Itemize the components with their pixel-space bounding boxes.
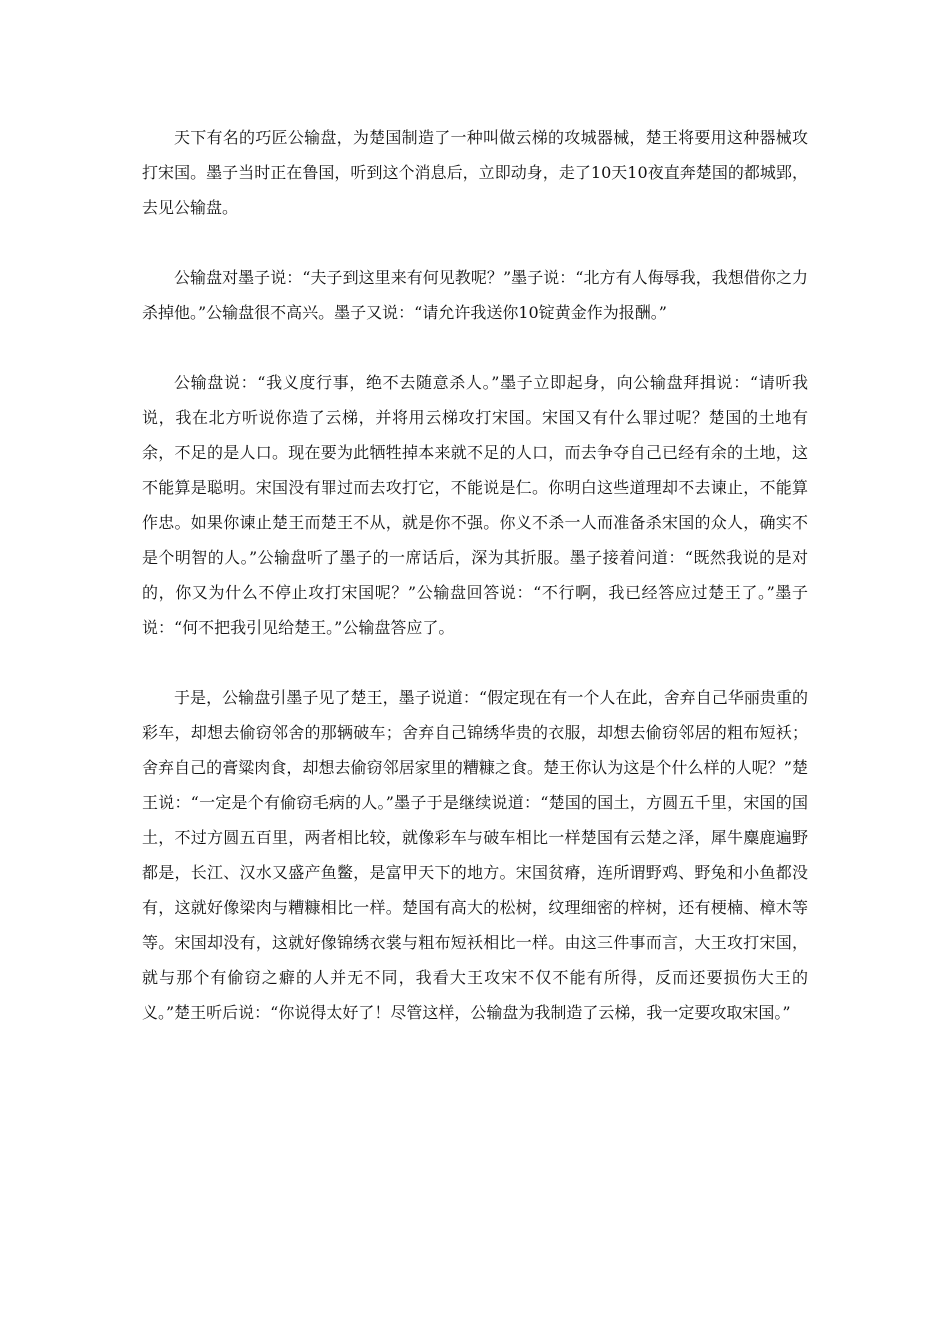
paragraph-1: 天下有名的巧匠公输盘，为楚国制造了一种叫做云梯的攻城器械，楚王将要用这种器械攻打宋国。墨子当时正在鲁国，听到这个消息后，立即动身，走了10天10夜直奔楚国的都城郢，去见公输盘。: [142, 128, 808, 217]
paragraph-3: 公输盘说：“我义度行事，绝不去随意杀人。”墨子立即起身，向公输盘拜揖说：“请听我说，我在北方听说你造了云梯，并将用云梯攻打宋国。宋国又有什么罪过呢？楚国的土地有余，不足的是人口。现在要为此牺牲掉本来就不足的人口，而去争夺自己已经有余的土地，这不能算是聪明。宋国没有罪过而去攻打它，不能说是仁。你明白这些道理却不去谏止，不能算作忠。如果你谏止楚王而楚王不从，就是你不强。你义不杀一人而准备杀宋国的众人，确实不是个明智的人。”公输盘听了墨子的一席话后，深为其折服。墨子接着问道：“既然我说的是对的，你又为什么不停止攻打宋国呢？”公输盘回答说：“不行啊，我已经答应过楚王了。”墨子说：“何不把我引见给楚王。”公输盘答应了。: [142, 373, 808, 637]
document-body: [142, 120, 808, 1030]
paragraph-4: 于是，公输盘引墨子见了楚王，墨子说道：“假定现在有一个人在此，舍弃自己华丽贵重的彩车，却想去偷窃邻舍的那辆破车；舍弃自己锦绣华贵的衣服，却想去偷窃邻居的粗布短袄；舍弃自己的膏粱肉食，却想去偷窃邻居家里的糟糠之食。楚王你认为这是个什么样的人呢？”楚王说：“一定是个有偷窃毛病的人。”墨子于是继续说道：“楚国的国土，方圆五千里，宋国的国土，不过方圆五百里，两者相比较，就像彩车与破车相比一样楚国有云楚之泽，犀牛麋鹿遍野都是，长江、汉水又盛产鱼鳖，是富甲天下的地方。宋国贫瘠，连所谓野鸡、野兔和小鱼都没有，这就好像梁肉与糟糠相比一样。楚国有高大的松树，纹理细密的梓树，还有梗楠、樟木等等。宋国却没有，这就好像锦绣衣裳与粗布短袄相比一样。由这三件事而言，大王攻打宋国，就与那个有偷窃之癖的人并无不同，我看大王攻宋不仅不能有所得，反而还要损伤大王的义。”楚王听后说：“你说得太好了！尽管这样，公输盘为我制造了云梯，我一定要攻取宋国。”: [142, 688, 808, 1022]
paragraph-2: 公输盘对墨子说：“夫子到这里来有何见教呢？”墨子说：“北方有人侮辱我，我想借你之力杀掉他。”公输盘很不高兴。墨子又说：“请允许我送你10锭黄金作为报酬。”: [142, 268, 808, 322]
